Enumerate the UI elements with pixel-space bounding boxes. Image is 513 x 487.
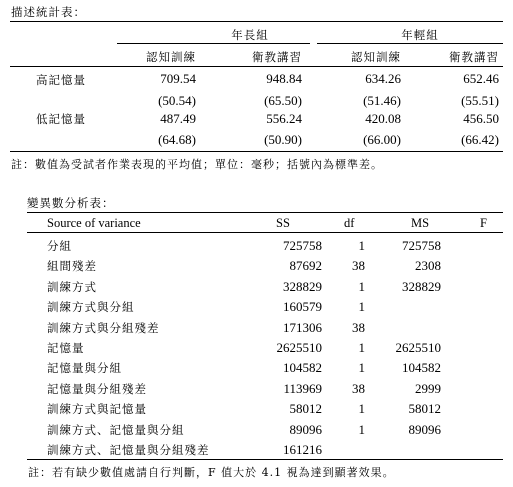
anova-df-cell: 38: [352, 258, 365, 273]
desc-cell: 456.50: [463, 111, 499, 126]
anova-ss-cell: 87692: [289, 258, 322, 273]
anova-df-cell: 1: [358, 401, 365, 416]
desc-cell-sd: (65.50): [264, 93, 302, 108]
desc-cell-sd: (64.68): [158, 132, 196, 147]
anova-ss-cell: 2625510: [276, 340, 322, 355]
desc-header-rule: [10, 66, 503, 67]
desc-subheader-2: 衛教講習: [252, 50, 302, 64]
desc-cell: 948.84: [266, 71, 302, 86]
anova-ss-cell: 113969: [283, 381, 322, 396]
desc-title: 描述統計表：: [11, 5, 86, 19]
desc-subheader-4: 衛教講習: [449, 50, 499, 64]
anova-df-cell: 1: [358, 279, 365, 294]
desc-cell-sd: (55.51): [461, 93, 499, 108]
anova-ss-cell: 725758: [283, 238, 322, 253]
anova-ss-cell: 328829: [283, 279, 322, 294]
desc-cell-sd: (51.46): [363, 93, 401, 108]
anova-ms-cell: 2999: [415, 381, 441, 396]
anova-df-cell: 1: [358, 299, 365, 314]
anova-ss-cell: 171306: [283, 320, 322, 335]
anova-ms-cell: 104582: [402, 360, 441, 375]
anova-ms-cell: 2625510: [395, 340, 441, 355]
anova-source-cell: 分組: [47, 239, 72, 253]
anova-source-cell: 組間殘差: [47, 259, 97, 273]
anova-ss-cell: 160579: [283, 299, 322, 314]
anova-ss-cell: 58012: [289, 401, 322, 416]
anova-df-cell: 1: [358, 340, 365, 355]
anova-source-cell: 訓練方式、記憶量與分組殘差: [47, 443, 210, 457]
anova-top-rule: [27, 212, 503, 213]
anova-ms-cell: 58012: [408, 401, 441, 416]
anova-ms-cell: 2308: [415, 258, 441, 273]
anova-df-cell: 38: [352, 320, 365, 335]
anova-ms-cell: 725758: [402, 238, 441, 253]
desc-cell-sd: (50.90): [264, 132, 302, 147]
desc-row-label: 低記憶量: [36, 112, 86, 126]
desc-group-header-younger: 年輕組: [401, 28, 439, 42]
anova-df-cell: 1: [358, 360, 365, 375]
desc-subheader-3: 認知訓練: [351, 50, 401, 64]
desc-subheader-1: 認知訓練: [146, 50, 196, 64]
anova-df-cell: 1: [358, 238, 365, 253]
desc-cell-sd: (66.00): [363, 132, 401, 147]
anova-title: 變異數分析表：: [27, 196, 115, 210]
anova-header-ms: MS: [411, 216, 430, 230]
anova-bottom-rule: [27, 459, 503, 460]
anova-ss-cell: 89096: [289, 422, 322, 437]
anova-source-cell: 訓練方式與分組殘差: [47, 321, 160, 335]
desc-cell: 652.46: [463, 71, 499, 86]
anova-ss-cell: 104582: [283, 360, 322, 375]
anova-ms-cell: 328829: [402, 279, 441, 294]
desc-note: 註：數值為受試者作業表現的平均值；單位：毫秒；括號內為標準差。: [11, 158, 383, 171]
anova-df-cell: 38: [352, 381, 365, 396]
anova-source-cell: 訓練方式、記憶量與分組: [47, 423, 185, 437]
desc-cell: 556.24: [266, 111, 302, 126]
desc-group-underline-older: [117, 43, 310, 44]
anova-source-cell: 記憶量與分組殘差: [47, 382, 147, 396]
desc-cell-sd: (50.54): [158, 93, 196, 108]
anova-source-cell: 訓練方式與記憶量: [47, 402, 147, 416]
anova-note: 註：若有缺少數值處請自行判斷，F 值大於 4.1 視為達到顯著效果。: [28, 466, 395, 479]
desc-group-header-older: 年長組: [231, 28, 269, 42]
desc-row-label: 高記憶量: [36, 73, 86, 87]
desc-cell: 709.54: [160, 71, 196, 86]
anova-source-cell: 訓練方式: [47, 280, 97, 294]
anova-source-cell: 訓練方式與分組: [47, 300, 135, 314]
anova-ss-cell: 161216: [283, 442, 322, 457]
desc-bottom-rule: [10, 151, 503, 152]
anova-source-cell: 記憶量: [47, 341, 85, 355]
anova-header-rule: [27, 232, 503, 233]
desc-cell: 487.49: [160, 111, 196, 126]
anova-header-f: F: [480, 216, 487, 230]
anova-source-cell: 記憶量與分組: [47, 361, 122, 375]
anova-header-ss: SS: [276, 216, 290, 230]
anova-ms-cell: 89096: [408, 422, 441, 437]
anova-header-df: df: [344, 216, 355, 230]
desc-cell: 634.26: [365, 71, 401, 86]
desc-top-rule: [10, 21, 503, 22]
anova-df-cell: 1: [358, 422, 365, 437]
desc-group-underline-younger: [317, 43, 503, 44]
desc-cell: 420.08: [365, 111, 401, 126]
desc-cell-sd: (66.42): [461, 132, 499, 147]
anova-header-source: Source of variance: [47, 216, 141, 230]
